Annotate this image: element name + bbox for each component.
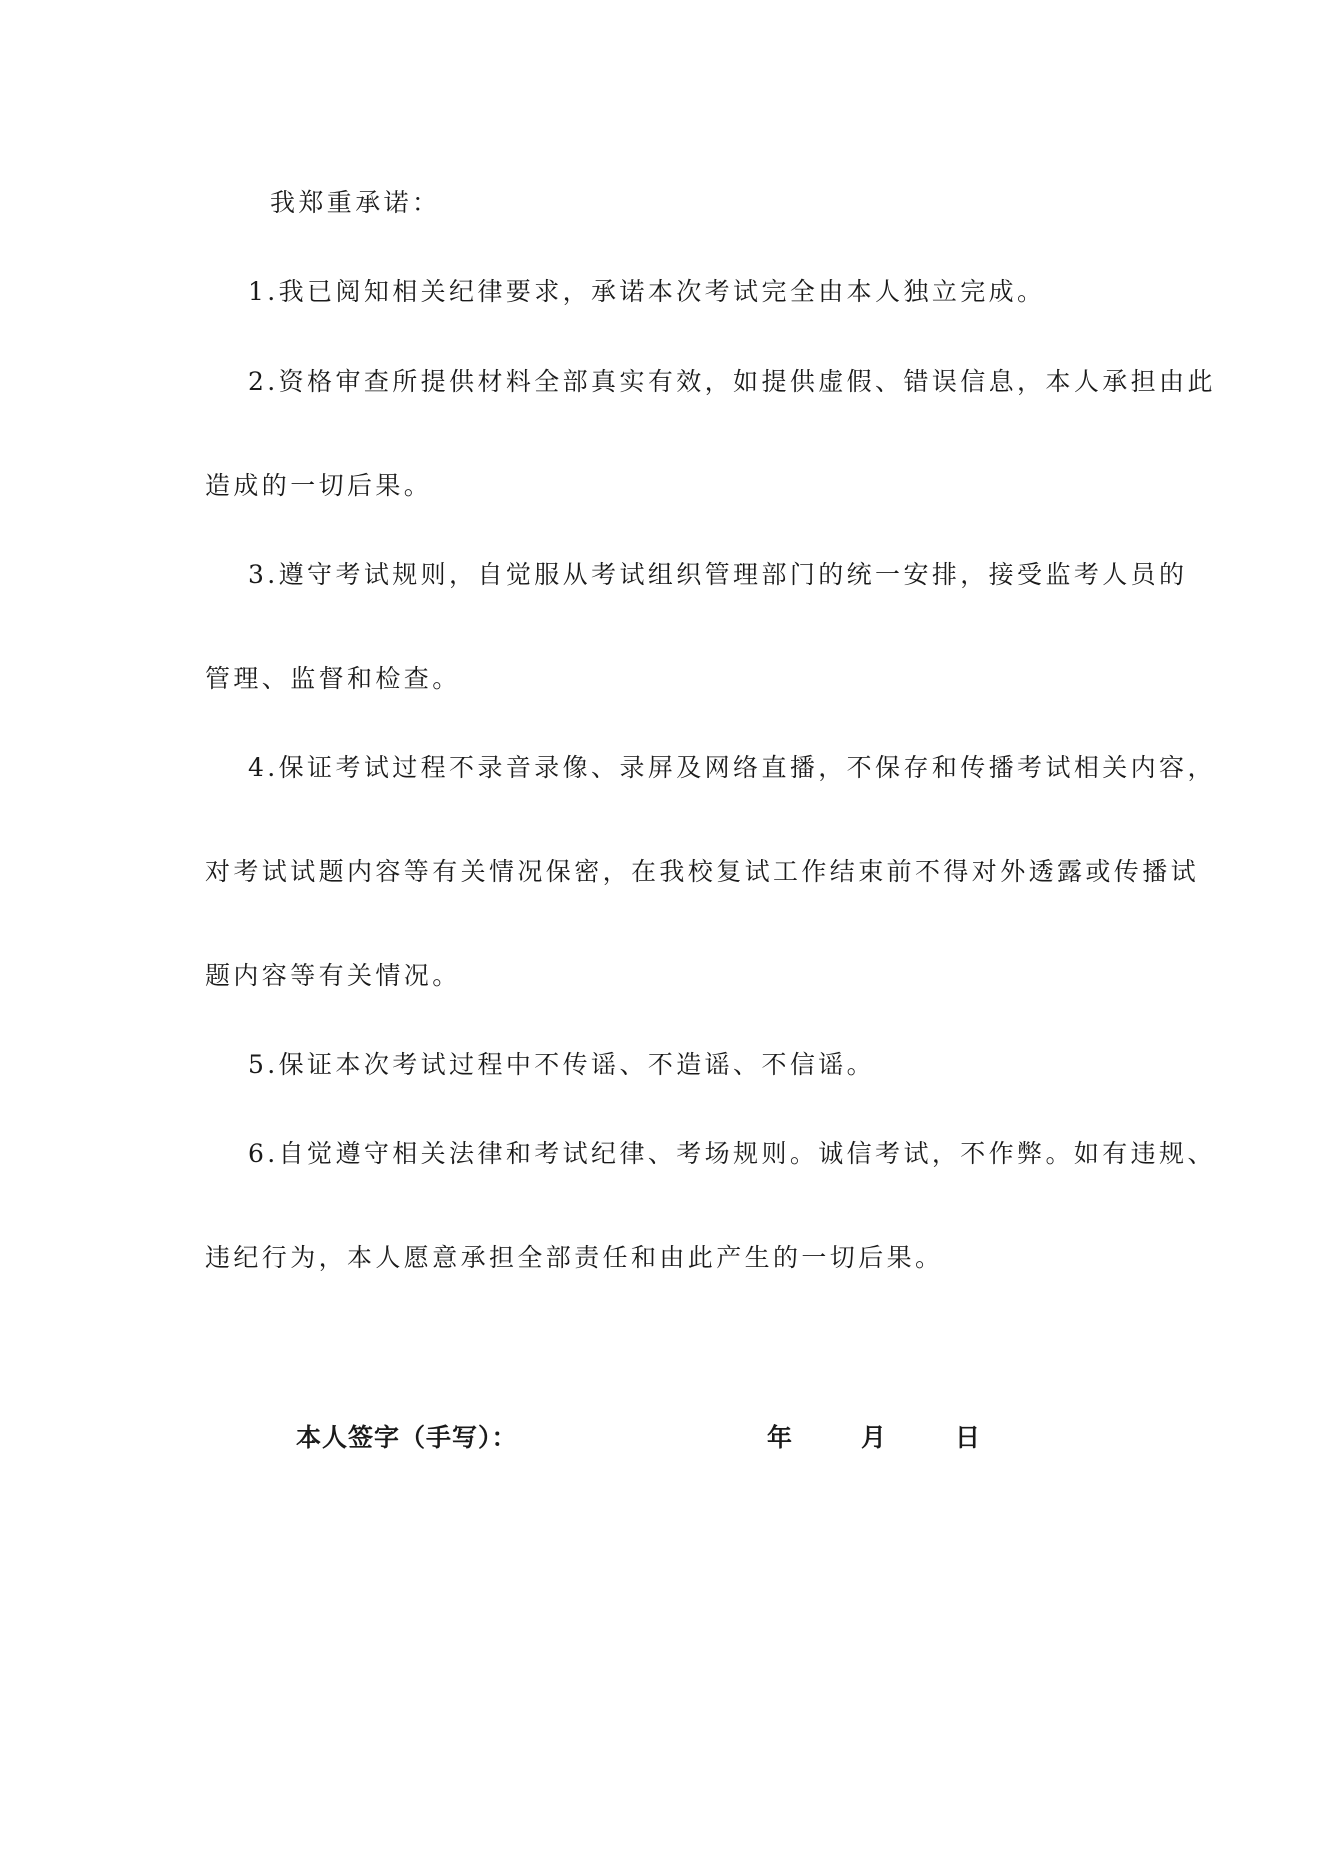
signature-month: 月	[861, 1423, 887, 1452]
signature-label: 本人签字（手写）：	[296, 1423, 518, 1452]
pledge-item-6: 6.自觉遵守相关法律和考试纪律、考场规则。诚信考试，不作弊。如有违规、	[248, 1139, 1216, 1168]
pledge-item-6-cont: 违纪行为，本人愿意承担全部责任和由此产生的一切后果。	[205, 1243, 944, 1272]
pledge-intro: 我郑重承诺：	[270, 188, 441, 217]
pledge-item-4-cont-2: 题内容等有关情况。	[205, 961, 461, 990]
pledge-item-3-cont: 管理、监督和检查。	[205, 664, 461, 693]
pledge-item-2: 2.资格审查所提供材料全部真实有效，如提供虚假、错误信息，本人承担由此	[248, 367, 1216, 396]
pledge-item-3: 3.遵守考试规则，自觉服从考试组织管理部门的统一安排，接受监考人员的	[248, 560, 1188, 589]
pledge-item-2-cont: 造成的一切后果。	[205, 471, 433, 500]
pledge-item-4: 4.保证考试过程不录音录像、录屏及网络直播，不保存和传播考试相关内容，	[248, 753, 1216, 782]
signature-row	[0, 1418, 1323, 1458]
pledge-item-1: 1.我已阅知相关纪律要求，承诺本次考试完全由本人独立完成。	[248, 277, 1046, 306]
pledge-item-5: 5.保证本次考试过程中不传谣、不造谣、不信谣。	[248, 1050, 876, 1079]
signature-year: 年	[767, 1423, 793, 1452]
signature-day: 日	[955, 1423, 981, 1452]
pledge-item-4-cont-1: 对考试试题内容等有关情况保密，在我校复试工作结束前不得对外透露或传播试	[205, 857, 1200, 886]
